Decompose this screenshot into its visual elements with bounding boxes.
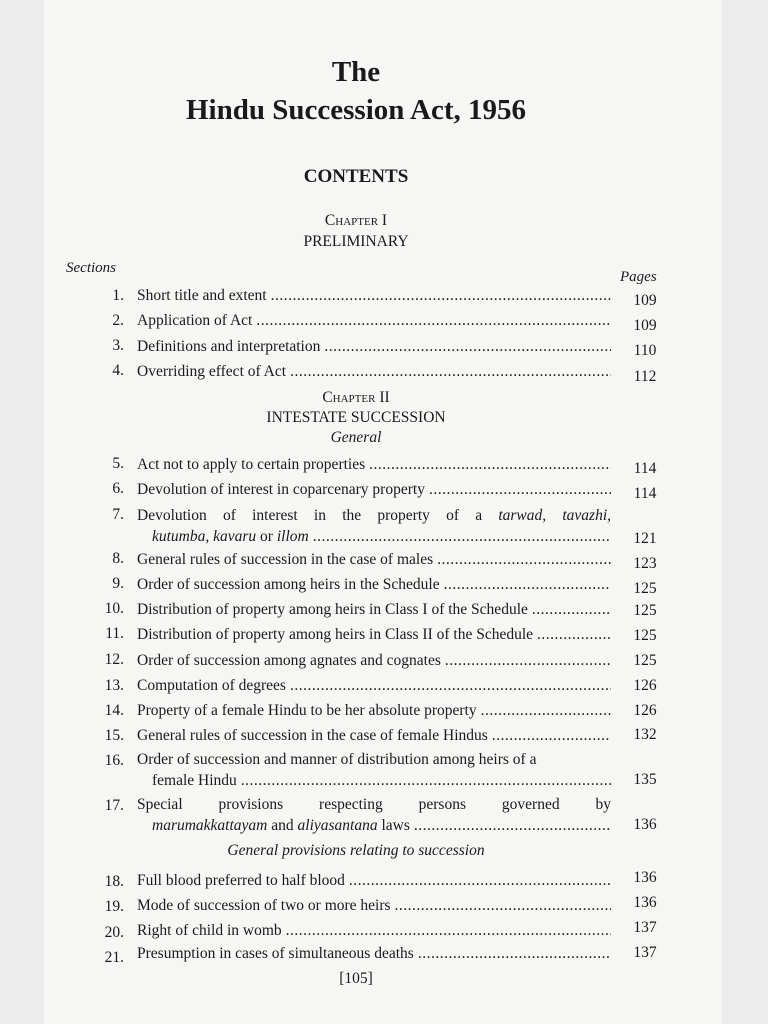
section-number: 2. <box>112 312 124 329</box>
page-number: 137 <box>633 919 657 936</box>
leader-dots <box>369 456 611 474</box>
toc-entry[interactable] <box>137 677 611 695</box>
leader-dots <box>349 872 611 890</box>
entry-text: Property of a female Hindu to be her absolute property <box>137 702 477 719</box>
page-number: 121 <box>633 530 657 547</box>
toc-entry[interactable] <box>137 727 611 745</box>
leader-dots <box>429 481 611 499</box>
toc-entry[interactable] <box>137 872 611 890</box>
leader-dots <box>532 601 611 619</box>
page-number: 135 <box>633 771 657 788</box>
entry-text: and <box>271 817 294 834</box>
entry-text: Special provisions respecting persons governed by <box>137 796 611 813</box>
section-number: 5. <box>112 455 124 472</box>
entry-text: or <box>260 528 273 545</box>
entry-text: Mode of succession of two or more heirs <box>137 897 391 914</box>
entry-text-italic: marumakkattayam <box>152 817 268 834</box>
section-number: 15. <box>104 727 124 744</box>
entry-text: Distribution of property among heirs in Class II of the Schedule <box>137 626 534 643</box>
leader-dots <box>444 576 611 594</box>
toc-entry[interactable] <box>152 772 611 790</box>
contents-heading: CONTENTS <box>303 166 409 187</box>
section-number: 18. <box>104 873 124 890</box>
leader-dots <box>290 677 611 695</box>
leader-dots <box>395 897 611 915</box>
page-number: 114 <box>633 485 657 502</box>
entry-text: female Hindu <box>152 772 237 789</box>
title-line-2: Hindu Succession Act, 1956 <box>186 94 526 126</box>
leader-dots <box>324 338 611 356</box>
pages-header: Pages <box>620 269 657 285</box>
section-number: 16. <box>104 752 124 769</box>
chapter-2-title: INTESTATE SUCCESSION <box>266 409 446 426</box>
entry-text: Full blood preferred to half blood <box>137 872 345 889</box>
leader-dots <box>418 945 611 963</box>
section-number: 12. <box>104 651 124 668</box>
entry-text-italic: kutumba, kavaru <box>152 528 257 545</box>
toc-entry[interactable] <box>137 922 611 940</box>
toc-entry-line-2[interactable] <box>152 817 611 835</box>
page-number: 132 <box>633 726 657 743</box>
toc-entry[interactable] <box>137 601 611 619</box>
section-number: 17. <box>104 797 124 814</box>
chapter-1-label: Chapter I <box>324 212 388 229</box>
leader-dots <box>286 922 611 940</box>
page-number: 112 <box>633 368 657 385</box>
chapter-2-subtitle: General <box>330 429 382 446</box>
toc-entry[interactable] <box>137 481 611 499</box>
toc-entry-line-1[interactable] <box>137 796 611 814</box>
entry-text: Order of succession among agnates and cognates <box>137 652 441 669</box>
entry-text-line-1: Order of succession and manner of distribution among heirs of a <box>137 751 537 768</box>
section-number: 10. <box>104 600 124 617</box>
section-number: 19. <box>104 898 124 915</box>
toc-entry[interactable] <box>137 652 611 670</box>
toc-entry-line-2[interactable] <box>152 528 611 546</box>
entry-text: Computation of degrees <box>137 677 286 694</box>
section-number: 9. <box>112 575 124 592</box>
entry-text-italic: tarwad, tavazhi, <box>498 507 611 524</box>
section-number: 7. <box>112 506 124 523</box>
page-number: 110 <box>633 342 657 359</box>
toc-entry-line-1[interactable] <box>137 507 611 525</box>
leader-dots <box>414 817 611 835</box>
entry-text: Application of Act <box>137 312 253 329</box>
page-number: 136 <box>633 816 657 833</box>
toc-entry[interactable] <box>137 897 611 915</box>
section-number: 13. <box>104 677 124 694</box>
entry-text: laws <box>381 817 410 834</box>
toc-entry[interactable] <box>137 626 611 644</box>
section-number: 8. <box>112 550 124 567</box>
leader-dots <box>445 652 611 670</box>
page-number: 126 <box>633 702 657 719</box>
leader-dots <box>241 772 611 790</box>
entry-text: General rules of succession in the case of female Hindus <box>137 727 488 744</box>
section-number: 1. <box>112 287 124 304</box>
toc-entry[interactable] <box>137 338 611 356</box>
entry-text: Right of child in womb <box>137 922 282 939</box>
page-number: 125 <box>633 627 657 644</box>
page-number: 125 <box>633 602 657 619</box>
entry-text: Devolution of interest in the property of a <box>137 507 483 524</box>
page-number: 136 <box>633 894 657 911</box>
toc-entry[interactable] <box>137 287 611 305</box>
page-number: 123 <box>633 555 657 572</box>
entry-text: Order of succession among heirs in the Schedule <box>137 576 440 593</box>
section-number: 11. <box>105 625 124 642</box>
toc-entry[interactable] <box>137 945 611 963</box>
entry-text: Devolution of interest in coparcenary property <box>137 481 425 498</box>
leader-dots <box>290 363 611 381</box>
toc-entry[interactable] <box>137 456 611 474</box>
leader-dots <box>492 727 611 745</box>
chapter-2-label: Chapter II <box>322 389 390 406</box>
entry-text: Short title and extent <box>137 287 267 304</box>
title-line-1: The <box>331 56 381 88</box>
page-number: 125 <box>633 652 657 669</box>
entry-text: General rules of succession in the case of males <box>137 551 434 568</box>
entry-text-italic: illom <box>276 528 309 545</box>
page-number: 109 <box>633 292 657 309</box>
leader-dots <box>271 287 611 305</box>
section-number: 20. <box>104 924 124 941</box>
entry-text: Definitions and interpretation <box>137 338 321 355</box>
section-number: 21. <box>104 949 124 966</box>
toc-entry[interactable] <box>137 702 611 720</box>
section-number: 6. <box>112 480 124 497</box>
entry-text-italic: aliyasantana <box>297 817 378 834</box>
page-number: 136 <box>633 869 657 886</box>
entry-text: Overriding effect of Act <box>137 363 287 380</box>
page-number: 114 <box>633 460 657 477</box>
leader-dots <box>481 702 611 720</box>
toc-entry[interactable] <box>137 551 611 569</box>
footer-page-number: [105] <box>339 970 373 987</box>
sections-header: Sections <box>66 260 116 276</box>
entry-text: Presumption in cases of simultaneous deaths <box>137 945 414 962</box>
chapter-1-title: PRELIMINARY <box>303 233 409 250</box>
page-number: 137 <box>633 944 657 961</box>
page-number: 109 <box>633 317 657 334</box>
leader-dots <box>537 626 611 644</box>
section-number: 3. <box>112 337 124 354</box>
leader-dots <box>437 551 611 569</box>
toc-entry[interactable] <box>137 576 611 594</box>
entry-text: Distribution of property among heirs in Class I of the Schedule <box>137 601 528 618</box>
leader-dots <box>256 312 611 330</box>
section-number: 14. <box>104 702 124 719</box>
general-provisions-heading: General provisions relating to succession <box>227 842 485 859</box>
toc-entry[interactable] <box>137 363 611 381</box>
entry-text: Act not to apply to certain properties <box>137 456 366 473</box>
leader-dots <box>313 528 611 546</box>
page-number: 126 <box>633 677 657 694</box>
section-number: 4. <box>112 362 124 379</box>
toc-entry[interactable] <box>137 312 611 330</box>
page-number: 125 <box>633 580 657 597</box>
